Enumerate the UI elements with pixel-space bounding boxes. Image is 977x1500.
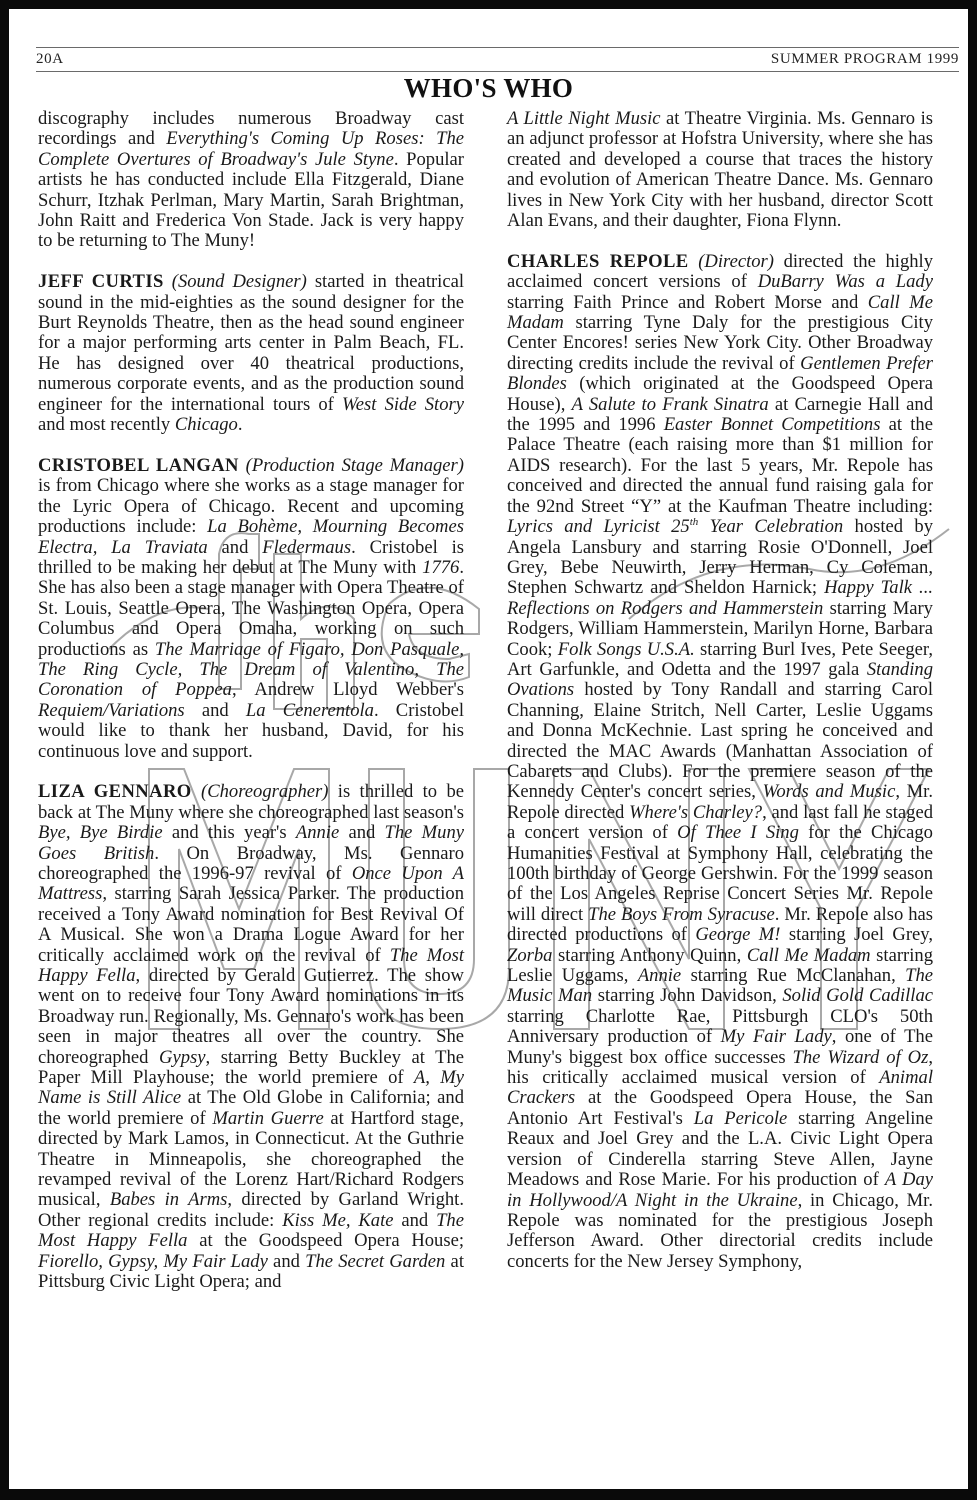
section-title: WHO'S WHO <box>403 73 574 103</box>
bio-cristobel-langan: CRISTOBEL LANGAN (Production Stage Manager) is from Chicago where she works as a stage manager for the Lyric Opera of Chicago. Recent and upcoming productions include: La Bohème, Mourning Becomes Electra, La Traviata and Fledermaus. Cristobel is thrilled to be making her debut at The Muny with 1776. She has also been a stage manager with Opera Theatre of St. Louis, Seattle Opera, The Washington Opera, Opera Columbus and Opera Omaha, working on such productions as The Marriage of Figaro, Don Pasquale, The Ring Cycle, The Dream of Valentino, The Coronation of Poppea, Andrew Lloyd Webber's Requiem/Variations and La Cenerentola. Cristobel would like to thank her husband, David, for his continuous love and support. <box>38 454 464 762</box>
bio-liza-gennaro-continued: A Little Night Music at Theatre Virginia. Ms. Gennaro is an adjunct professor at Hofstra University, where she has created and developed a course that traces the history and evolution of American Theatre Dance. Ms. Gennaro lives in New York City with her husband, director Scott Alan Evans, and their daughter, Fiona Flynn. <box>507 108 933 232</box>
program-page <box>9 9 968 1489</box>
bio-role: (Sound Designer) <box>171 271 307 293</box>
header-rule-top <box>36 47 959 48</box>
bio-charles-repole: CHARLES REPOLE (Director) directed the highly acclaimed concert versions of DuBarry Was a Lady starring Faith Prince and Robert Morse and Call Me Madam starring Tyne Daly for the prestigious City Center Encores! series New York City. Other Broadway directing credits include the revival of Gentlemen Prefer Blondes (which originated at the Goodspeed Opera House), A Salute to Frank Sinatra at Carnegie Hall and the 1995 and 1996 Easter Bonnet Competitions at the Palace Theatre (each raising more than $1 million for AIDS research). For the last 5 years, Mr. Repole has conceived and directed the annual fund raising gala for the 92nd Street “Y” at the Kaufman Theatre including: Lyrics and Lyricist 25th Year Celebration hosted by Angela Lansbury and starring Rosie O'Donnell, Joel Grey, Bebe Neuwirth, Jerry Herman, Cy Coleman, Stephen Schwartz and Sheldon Harnick; Happy Talk ... Reflections on Rodgers and Hammerstein starring Mary Rodgers, William Hammerstein, Marilyn Horne, Barbara Cook; Folk Songs U.S.A. starring Burl Ives, Pete Seeger, Art Garfunkle, and Odetta and the 1997 gala Standing Ovations hosted by Tony Randall and starring Carol Channing, Elaine Stritch, Nell Carter, Leslie Uggams and Donna McKechnie. Last spring he conceived and directed the MAC Awards (Manhattan Association of Cabarets and Clubs). For the premiere season of the Kennedy Center's concert series, Words and Music, Mr. Repole directed Where's Charley?, and last fall he staged a concert version of Of Thee I Sing for the Chicago Humanities Festival at Symphony Hall, celebrating the 100th birthday of George Gershwin. For the 1999 season of the Los Angeles Reprise Concert Series Mr. Repole will direct The Boys From Syracuse. Mr. Repole also has directed productions of George M! starring Joel Grey, Zorba starring Anthony Quinn, Call Me Madam starring Leslie Uggams, Annie starring Rue McClanahan, The Music Man starring John Davidson, Solid Gold Cadillac starring Charlotte Rae, Pittsburgh CLO's 50th Anniversary production of My Fair Lady, one of The Muny's biggest box office successes The Wizard of Oz, his critically acclaimed musical version of Animal Crackers at the Goodspeed Opera House, the San Antonio Art Festival's La Pericole starring Angeline Reaux and Joel Grey and the L.A. Civic Light Opera version of Cinderella starring Steve Allen, Jayne Meadows and Rose Marie. For his production of A Day in Hollywood/A Night in the Ukraine, in Chicago, Mr. Repole was nominated for the prestigious Joseph Jefferson Award. Other directorial credits include concerts for the New Jersey Symphony, <box>507 250 934 1272</box>
bio-jeff-curtis: JEFF CURTIS (Sound Designer) started in theatrical sound in the mid-eighties as the sound designer for the Burt Reynolds Theatre, then as the head sound engineer for a major performing arts center in Palm Beach, FL. He has designed over 40 theatrical productions, numerous corporate events, and as the production sound engineer for the international tours of West Side Story and most recently Chicago. <box>38 271 465 436</box>
page-number: 20A <box>36 51 64 67</box>
left-column <box>38 109 464 1313</box>
publication-title: SUMMER PROGRAM 1999 <box>770 51 959 67</box>
bio-name: CRISTOBEL LANGAN <box>38 454 239 476</box>
bio-continued: discography includes numerous Broadway cast recordings and Everything's Coming Up Roses: The Complete Overtures of Broadway's Jule Styne. Popular artists he has conducted include Ella Fitzgerald, Diane Schurr, Itzhak Perlman, Mary Martin, Sarah Brightman, John Raitt and Frederica Von Stade. Jack is very happy to be returning to The Muny! <box>38 108 465 252</box>
bio-role: (Director) <box>698 250 774 272</box>
right-column <box>507 109 933 1293</box>
bio-name: CHARLES REPOLE <box>507 250 689 272</box>
bio-name: LIZA GENNARO <box>38 781 192 803</box>
bio-role: (Production Stage Manager) <box>245 454 464 476</box>
bio-name: JEFF CURTIS <box>38 271 164 293</box>
running-head <box>36 51 959 68</box>
bio-role: (Choreographer) <box>201 781 329 803</box>
bio-liza-gennaro: LIZA GENNARO (Choreographer) is thrilled to be back at The Muny where she choreographed last season's Bye, Bye Birdie and this year's Annie and The Muny Goes British. On Broadway, Ms. Gennaro choreographed the 1996-97 revival of Once Upon A Mattress, starring Sarah Jessica Parker. The production received a Tony Award nomination for Best Revival Of A Musical. She won a Drama Logue Award for her critically acclaimed work on the revival of The Most Happy Fella, directed by Gerald Gutierrez. The show went on to receive four Tony Award nominations in its Broadway run. Regionally, Ms. Gennaro's work has been seen in major theatres all over the country. She choreographed Gypsy, starring Betty Buckley at The Paper Mill Playhouse; the world premiere of A, My Name is Still Alice at The Old Globe in California; and the world premiere of Martin Guerre at Hartford stage, directed by Mark Lamos, in Connecticut. At the Guthrie Theatre in Minneapolis, she choreographed the revamped revival of the Lorenz Hart/Richard Rodgers musical, Babes in Arms, directed by Garland Wright. Other regional credits include: Kiss Me, Kate and The Most Happy Fella at the Goodspeed Opera House; Fiorello, Gypsy, My Fair Lady and The Secret Garden at Pittsburg Civic Light Opera; and <box>38 781 465 1293</box>
header-rule-bottom <box>36 71 959 72</box>
